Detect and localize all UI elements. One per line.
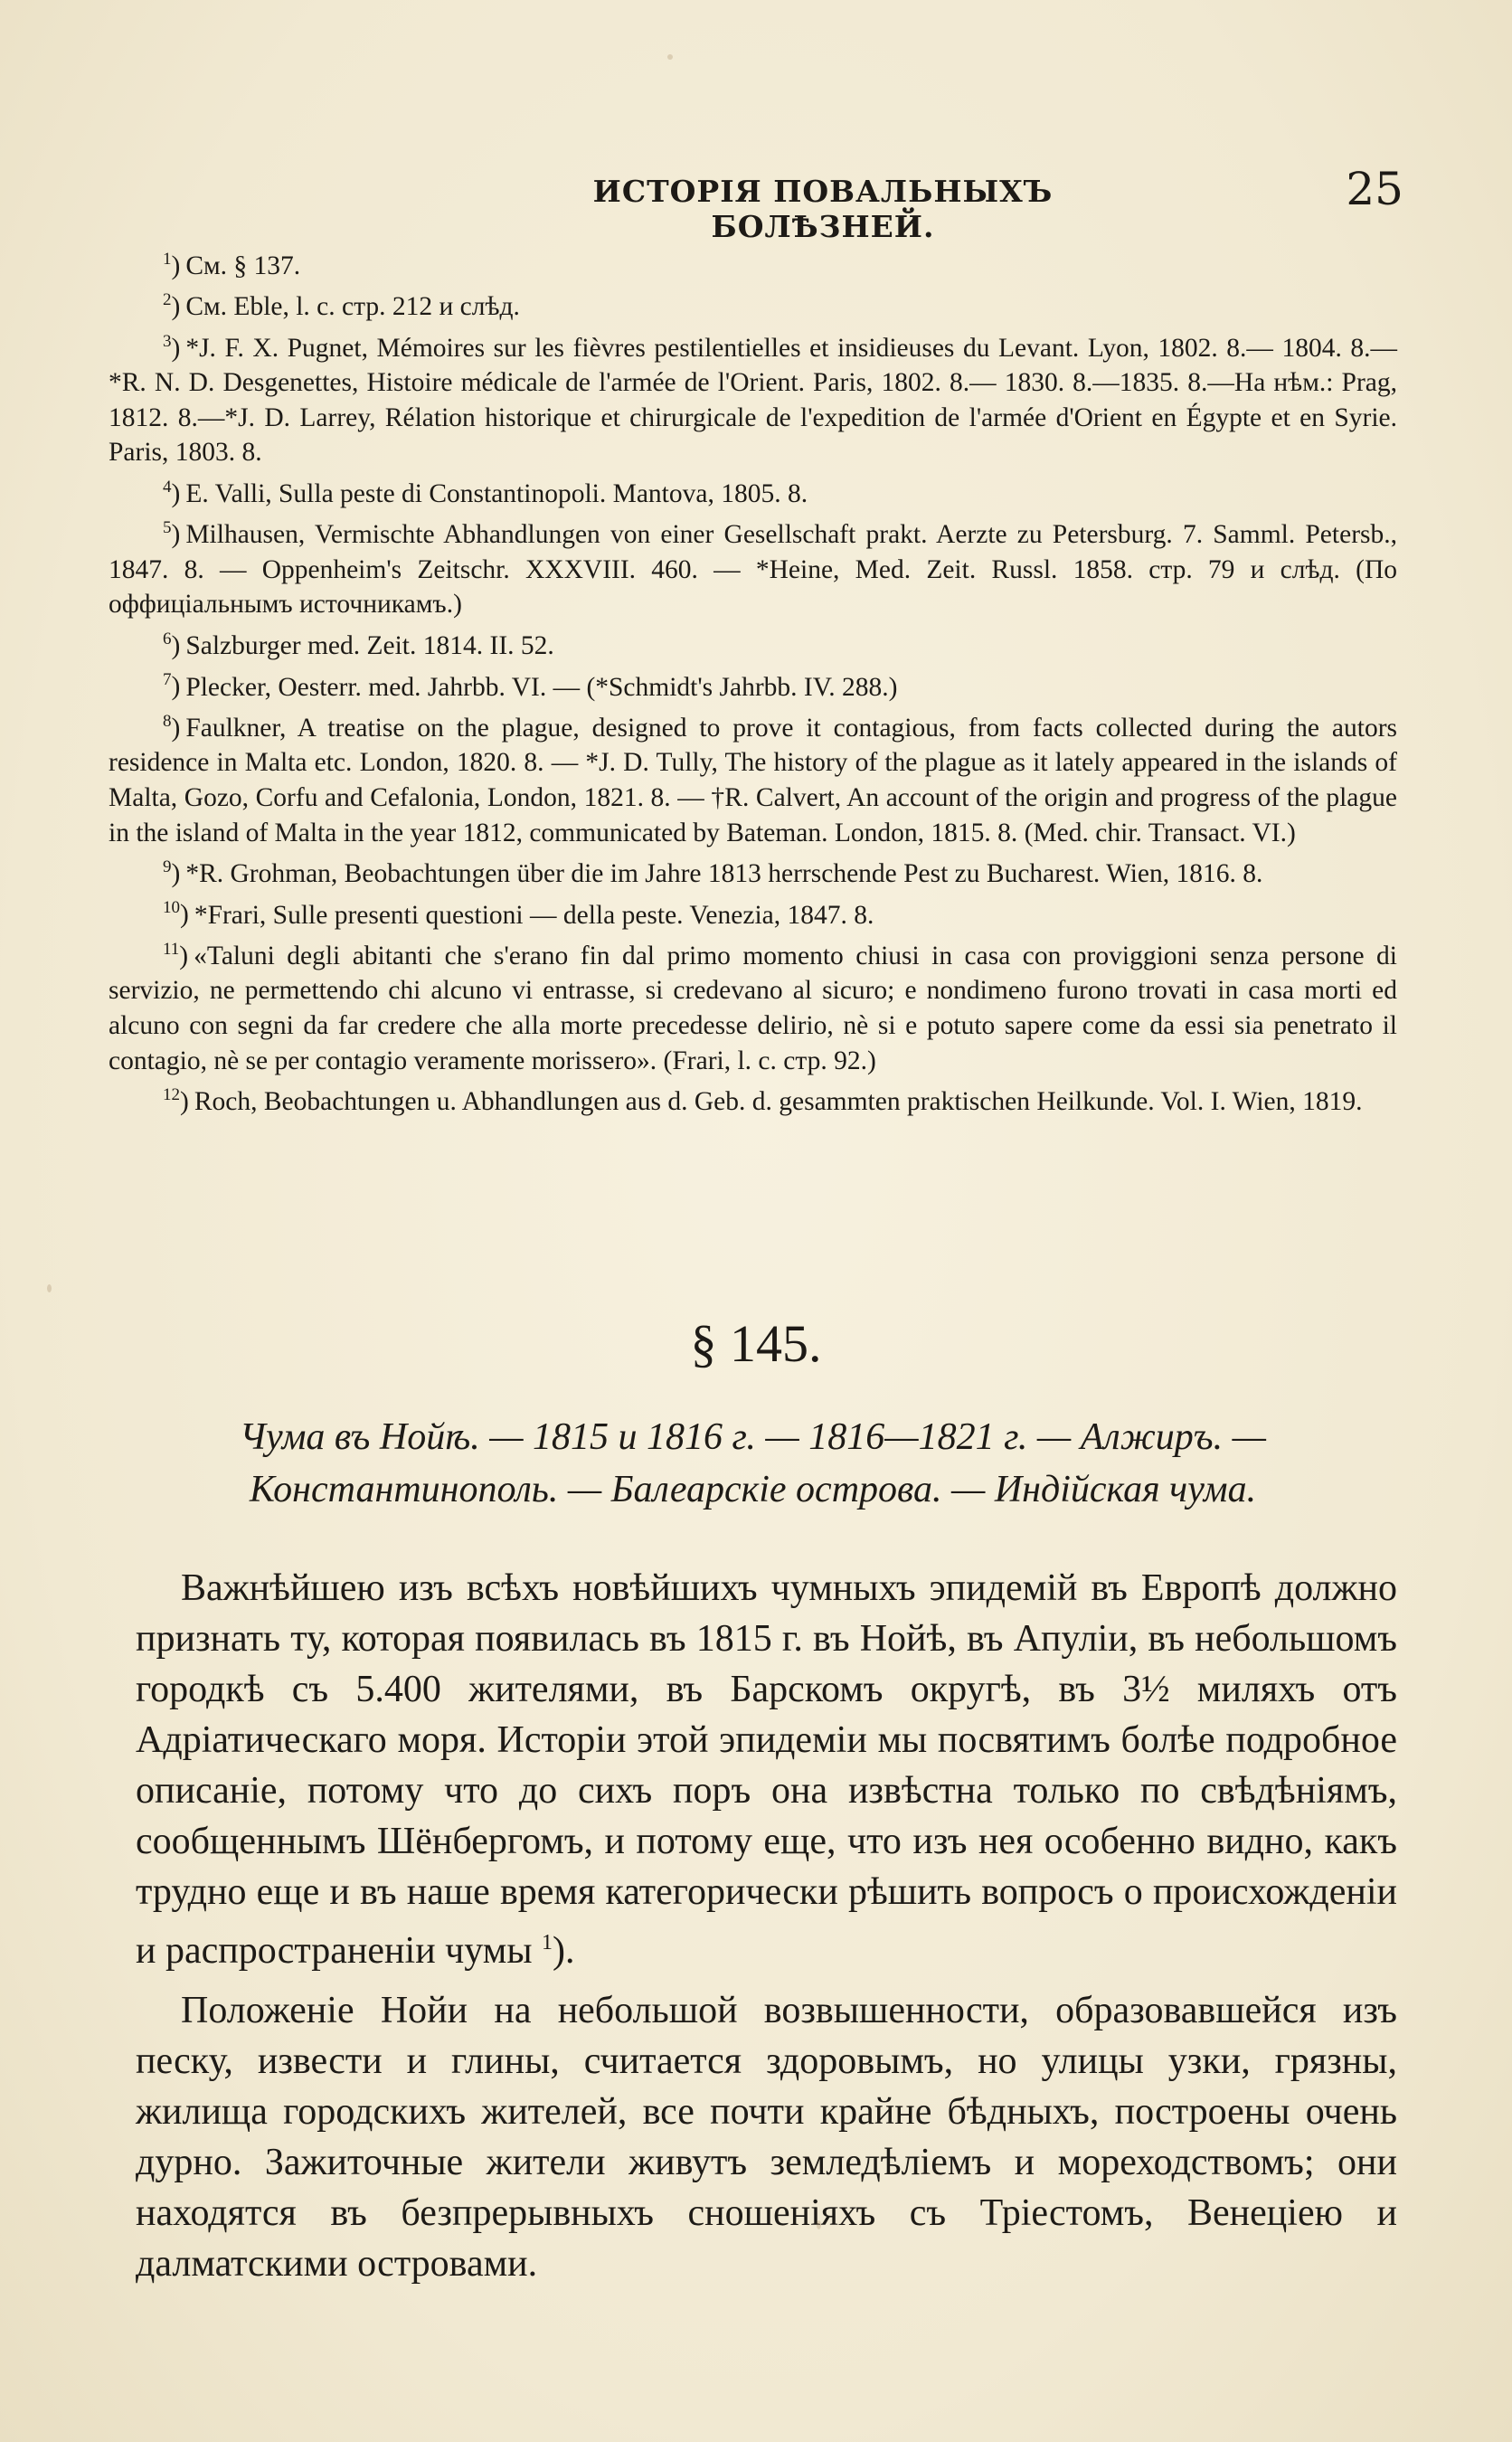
section-subheading: Чума въ Нойѣ. — 1815 и 1816 г. — 1816—1821 г. — Алжиръ. — Константинополь. — Балеарскіе острова. — Индійская чума. bbox=[240, 1416, 1266, 1510]
footnote bbox=[109, 470, 1397, 511]
footnote bbox=[109, 283, 1397, 324]
footnote bbox=[109, 511, 1397, 622]
footnote bbox=[109, 242, 1397, 283]
footnote-number: $^7$) bbox=[163, 670, 181, 702]
footnote-number: $^{11}$) bbox=[163, 939, 189, 970]
footnote bbox=[109, 892, 1397, 932]
footnote-ref: 1 bbox=[542, 1931, 553, 1955]
footnote bbox=[109, 664, 1397, 705]
footnote-text: *J. F. X. Pugnet, Mémoires sur les fièvres pestilentielles et insidieuses du Levant. Lyon, 1802. 8.— 1804. 8.—*R. N. D. Desgenettes, Histoire médicale de l'armée de l'Orient. Paris, 1802. 8.— 1830. 8.—1835. 8.—На нѣм.: Prag, 1812. 8.—*J. D. Larrey, Rélation historique et chirurgicale de l'expedition de l'armée d'Orient en Égypte et en Syrie. Paris, 1803. 8. bbox=[109, 333, 1397, 468]
paragraph bbox=[136, 1985, 1397, 2289]
footnote-number: $^9$) bbox=[163, 857, 181, 888]
footnote bbox=[109, 325, 1397, 470]
footnote bbox=[109, 1078, 1397, 1119]
footnote bbox=[109, 622, 1397, 663]
running-title: ИСТОРІЯ ПОВАЛЬНЫХЪ БОЛѢЗНЕЙ. bbox=[592, 174, 1054, 244]
footnote-number: $^{12}$) bbox=[163, 1085, 189, 1116]
paragraph-text: Важнѣйшею изъ всѣхъ новѣйшихъ чумныхъ эпидемій въ Европѣ должно признать ту, которая появилась въ 1815 г. въ Нойѣ, въ Апуліи, въ небольшомъ городкѣ съ 5.400 жителями, въ Барскомъ округѣ, въ 3½ миляхъ отъ Адріатическаго моря. Исторіи этой эпидеміи мы посвятимъ болѣе подробное описаніе, потому что до сихъ поръ она извѣстна только по свѣдѣніямъ, сообщеннымъ Шёнбергомъ, и потому еще, что изъ нея особенно видно, какъ трудно еще и въ наше время категорически рѣшить вопросъ о происхожденіи и распространеніи чумы bbox=[136, 1567, 1397, 1972]
footnote-text: Faulkner, A treatise on the plague, designed to prove it contagious, from facts collected during the autors residence in Malta etc. London, 1820. 8. — *J. D. Tully, The history of the plague as it lately appeared in the islands of Malta, Gozo, Corfu and Cefalonia, London, 1821. 8. — †R. Calvert, An account of the origin and progress of the plague in the island of Malta in the year 1812, communicated by Bateman. London, 1815. 8. (Med. chir. Transact. VI.) bbox=[109, 713, 1397, 847]
footnote-number: $^5$) bbox=[163, 518, 181, 550]
footnote-number: $^4$) bbox=[163, 478, 181, 508]
footnote-number: $^{10}$) bbox=[163, 898, 189, 930]
footnote-number: $^1$) bbox=[163, 250, 181, 280]
footnote bbox=[109, 850, 1397, 891]
paper-speck bbox=[817, 2220, 821, 2229]
footnotes bbox=[109, 242, 1397, 1120]
footnote-text: Plecker, Oesterr. med. Jahrbb. VI. — (*Schmidt's Jahrbb. IV. 288.) bbox=[185, 672, 898, 702]
footnote-text: См. § 137. bbox=[185, 251, 301, 280]
footnote-number: $^2$) bbox=[163, 290, 181, 322]
footnote-text: *R. Grohman, Beobachtungen über die im Jahre 1813 herrschende Pest zu Bucharest. Wien, 1816. 8. bbox=[185, 858, 1263, 888]
footnote-text: Milhausen, Vermischte Abhandlungen von einer Gesellschaft prakt. Aerzte zu Petersburg. 7. Samml. Petersb., 1847. 8. — Oppenheim's Zeitschr. XXXVIII. 460. — *Heine, Med. Zeit. Russl. 1858. стр. 79 и слѣд. (По оффиціальнымъ источникамъ.) bbox=[109, 520, 1397, 620]
footnote-number: $^8$) bbox=[163, 711, 181, 743]
paragraph-end: ). bbox=[553, 1930, 575, 1972]
paper-speck bbox=[47, 1284, 52, 1292]
paper-speck bbox=[667, 54, 673, 60]
footnote-number: $^3$) bbox=[163, 331, 181, 363]
paragraph bbox=[136, 1563, 1397, 1976]
footnote-text: E. Valli, Sulla peste di Constantinopoli. Mantova, 1805. 8. bbox=[185, 478, 808, 508]
footnote bbox=[109, 932, 1397, 1078]
page-number: 25 bbox=[1346, 163, 1403, 215]
footnote-text: Roch, Beobachtungen u. Abhandlungen aus d. Geb. d. gesammten praktischen Heilkunde. Vol. I. Wien, 1819. bbox=[194, 1087, 1363, 1116]
running-head bbox=[109, 163, 1403, 244]
footnote bbox=[109, 705, 1397, 850]
footnote-number: $^6$) bbox=[163, 629, 181, 660]
paragraph-text: Положеніе Нойи на небольшой возвышенности, образовавшейся изъ песку, извести и глины, считается здоровымъ, но улицы узки, грязны, жилища городскихъ жителей, все почти крайне бѣдныхъ, построены очень дурно. Зажиточные жители живутъ земледѣліемъ и мореходствомъ; они находятся въ безпрерывныхъ сношеніяхъ съ Тріестомъ, Венеціею и далматскими островами. bbox=[136, 1990, 1397, 2285]
footnote-text: *Frari, Sulle presenti questioni — della peste. Venezia, 1847. 8. bbox=[194, 900, 874, 930]
footnote-text: «Taluni degli abitanti che s'erano fin dal primo momento chiusi in casa con proviggioni senza persone di servizio, ne permettendo chi alcuno vi entrasse, si credevano al sicuro; e nondimeno furono trovati in casa morti ed alcuno con segni da far credere che alla morte precedesse delirio, nè si e potuto sapere come da essi sia penetrato il contagio, nè se per contagio veramente morissero». (Frari, l. c. стр. 92.) bbox=[109, 941, 1397, 1075]
footnote-text: Salzburger med. Zeit. 1814. II. 52. bbox=[185, 630, 554, 660]
section-mark: § 145. bbox=[690, 1314, 822, 1373]
footnote-text: См. Eble, l. c. стр. 212 и слѣд. bbox=[185, 292, 520, 322]
body-text bbox=[136, 1563, 1397, 2298]
